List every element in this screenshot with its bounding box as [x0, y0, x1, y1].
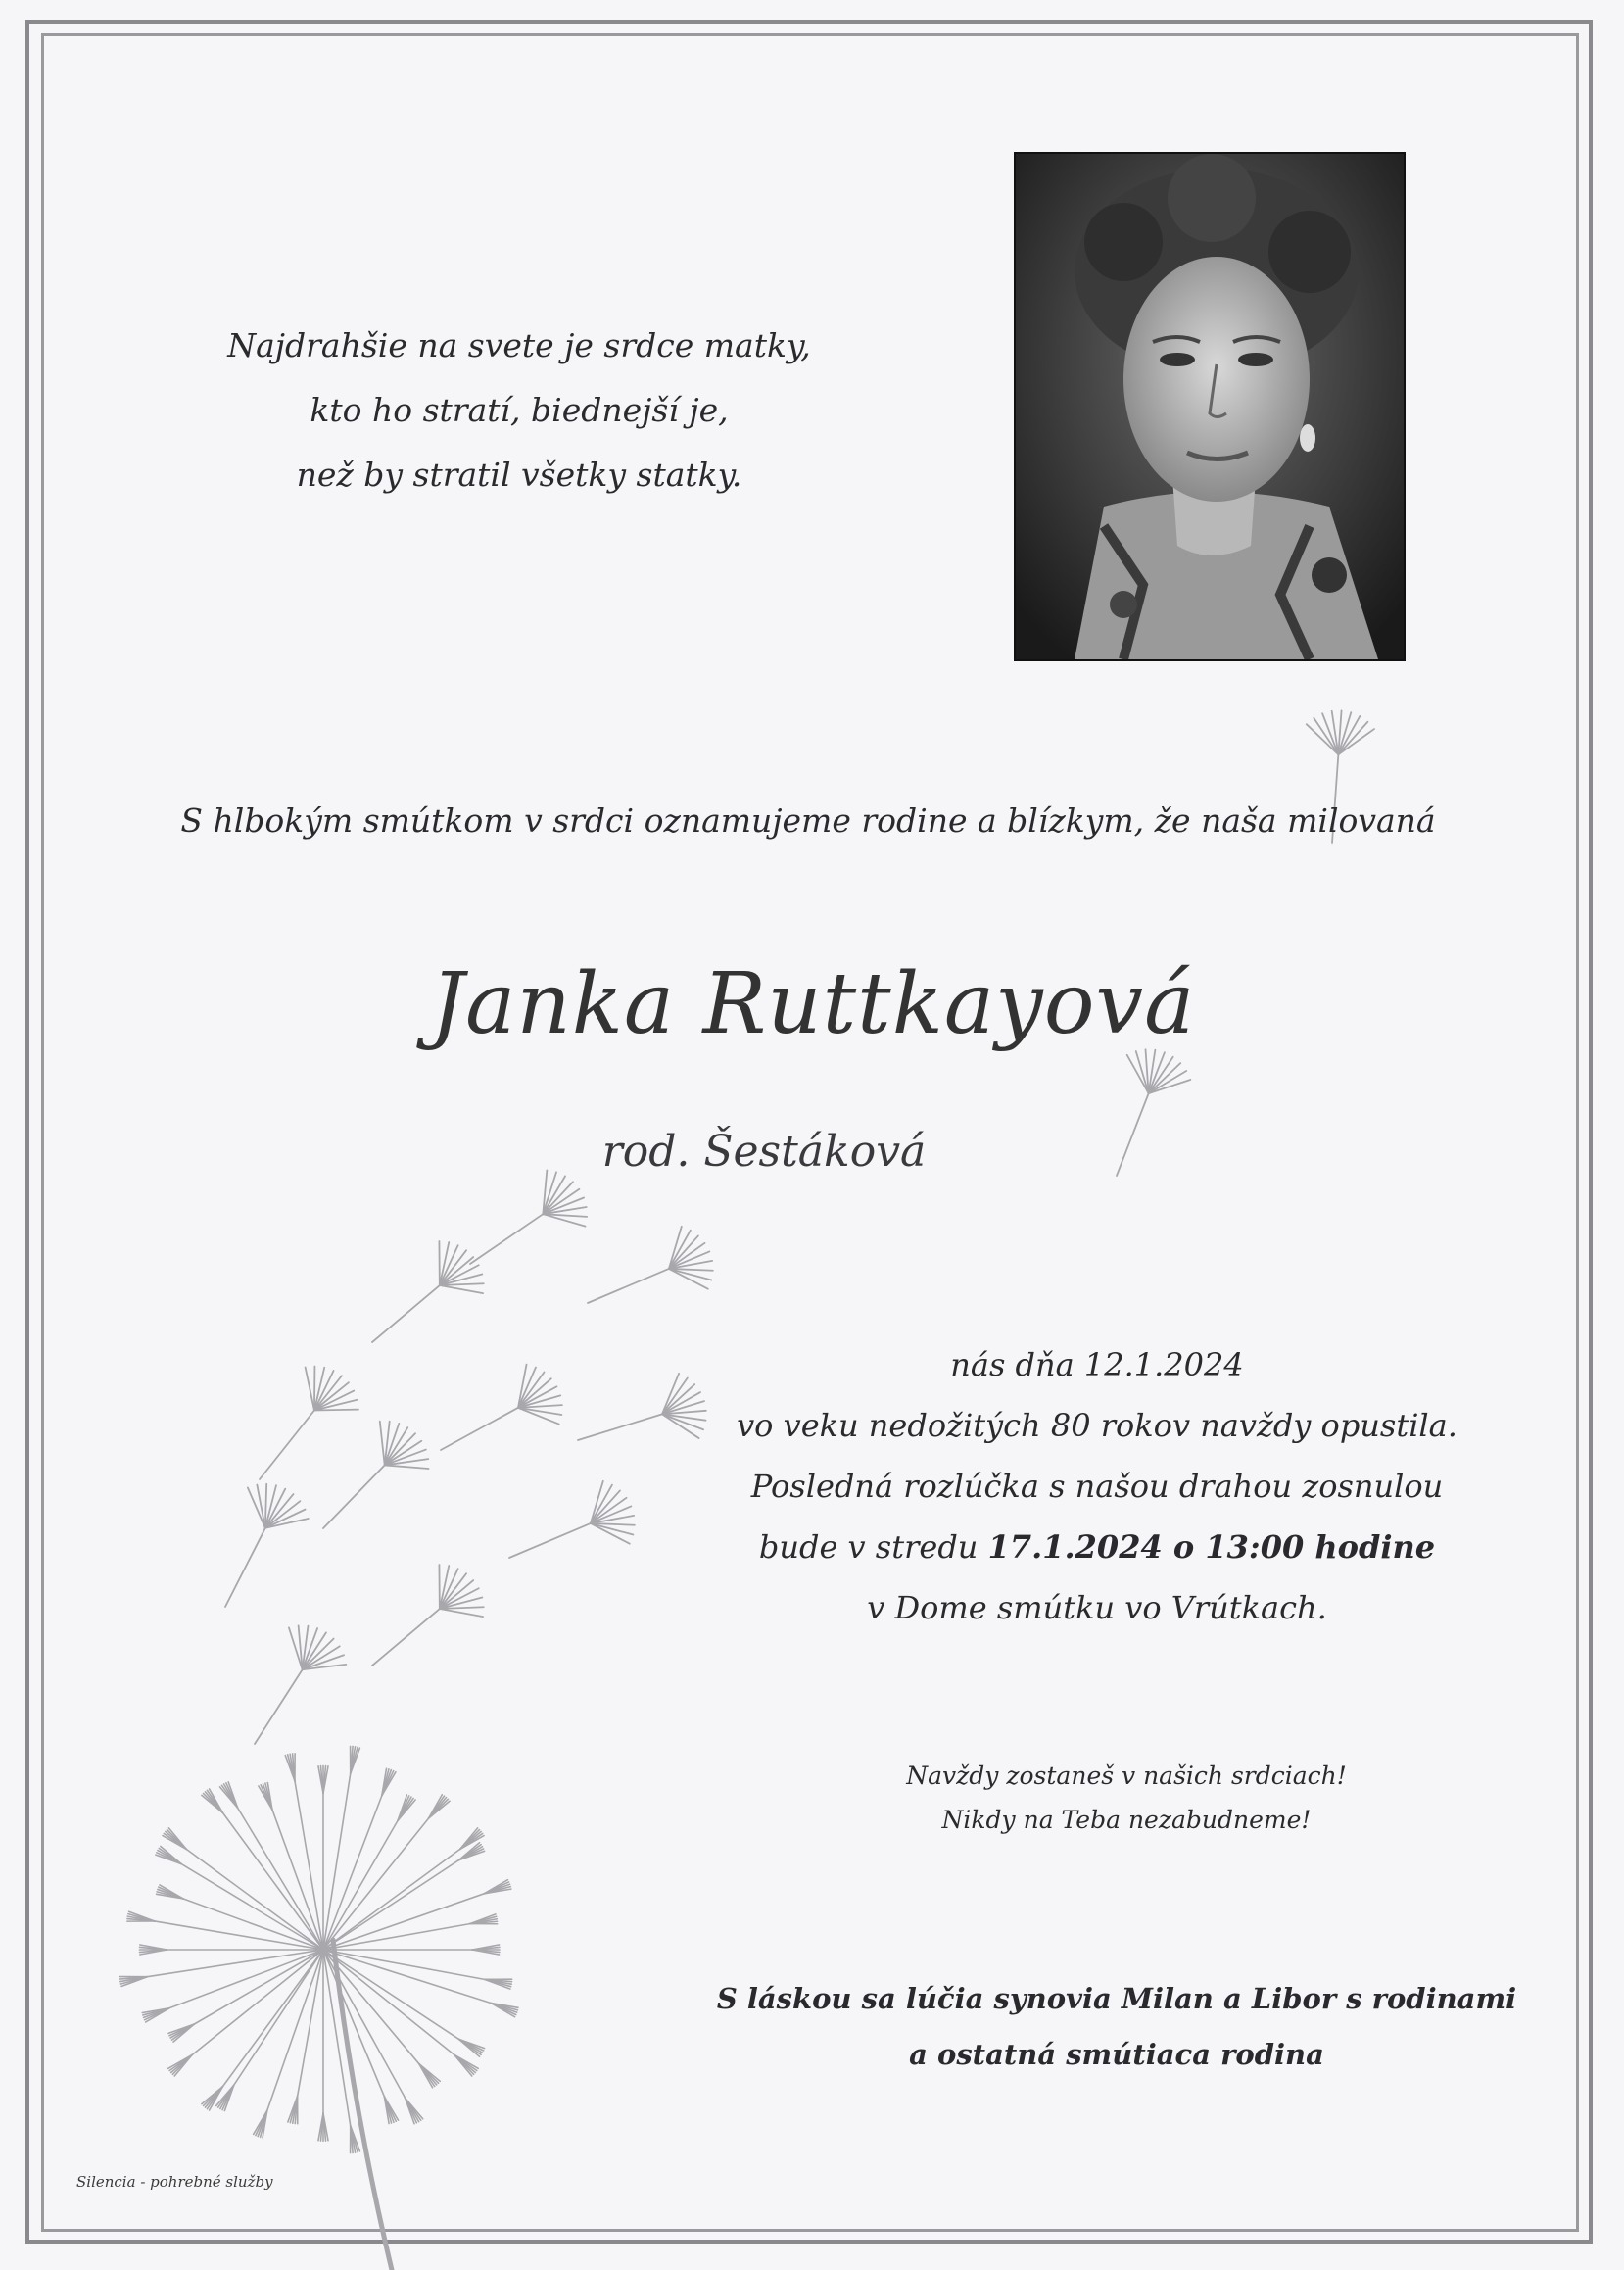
farewell-line-1: Navždy zostaneš v našich srdciach!	[906, 1762, 1347, 1790]
family-signoff	[686, 1971, 1548, 2083]
verse-line-1: Najdrahšie na svete je srdce matky,	[227, 326, 811, 364]
death-date-line: nás dňa 12.1.2024	[950, 1346, 1244, 1383]
funeral-details	[646, 1334, 1548, 1638]
maiden-name: rod. Šestáková	[601, 1127, 927, 1177]
ceremony-time-line	[646, 1517, 1548, 1577]
farewell-message	[823, 1754, 1430, 1842]
verse	[225, 314, 813, 507]
verse-line-3: než by stratil všetky statky.	[296, 456, 742, 494]
portrait-photo-icon	[1016, 154, 1404, 659]
farewell-info-line: Posledná rozlúčka s našou drahou zosnulou	[750, 1468, 1444, 1505]
signoff-line-2: a ostatná smútiaca rodina	[909, 2038, 1324, 2071]
ceremony-place-line: v Dome smútku vo Vrútkach.	[867, 1589, 1327, 1626]
signoff-line-1: S láskou sa lúčia synovia Milan a Libor s rodinami	[716, 1982, 1517, 2015]
ceremony-time-prefix: bude v stredu	[758, 1528, 988, 1566]
age-line: vo veku nedožitých 80 rokov navždy opustila.	[737, 1407, 1457, 1444]
ceremony-datetime: 17.1.2024 o 13:00 hodine	[987, 1528, 1436, 1566]
portrait-photo	[1014, 152, 1406, 661]
funeral-service-credit: Silencia - pohrebné služby	[76, 2173, 273, 2191]
farewell-line-2: Nikdy na Teba nezabudneme!	[941, 1806, 1312, 1834]
verse-line-2: kto ho stratí, biednejší je,	[310, 391, 729, 429]
announcement-intro: S hlbokým smútkom v srdci oznamujeme rodine a blízkym, že naša milovaná	[180, 801, 1436, 840]
deceased-name: Janka Ruttkayová	[430, 955, 1196, 1053]
